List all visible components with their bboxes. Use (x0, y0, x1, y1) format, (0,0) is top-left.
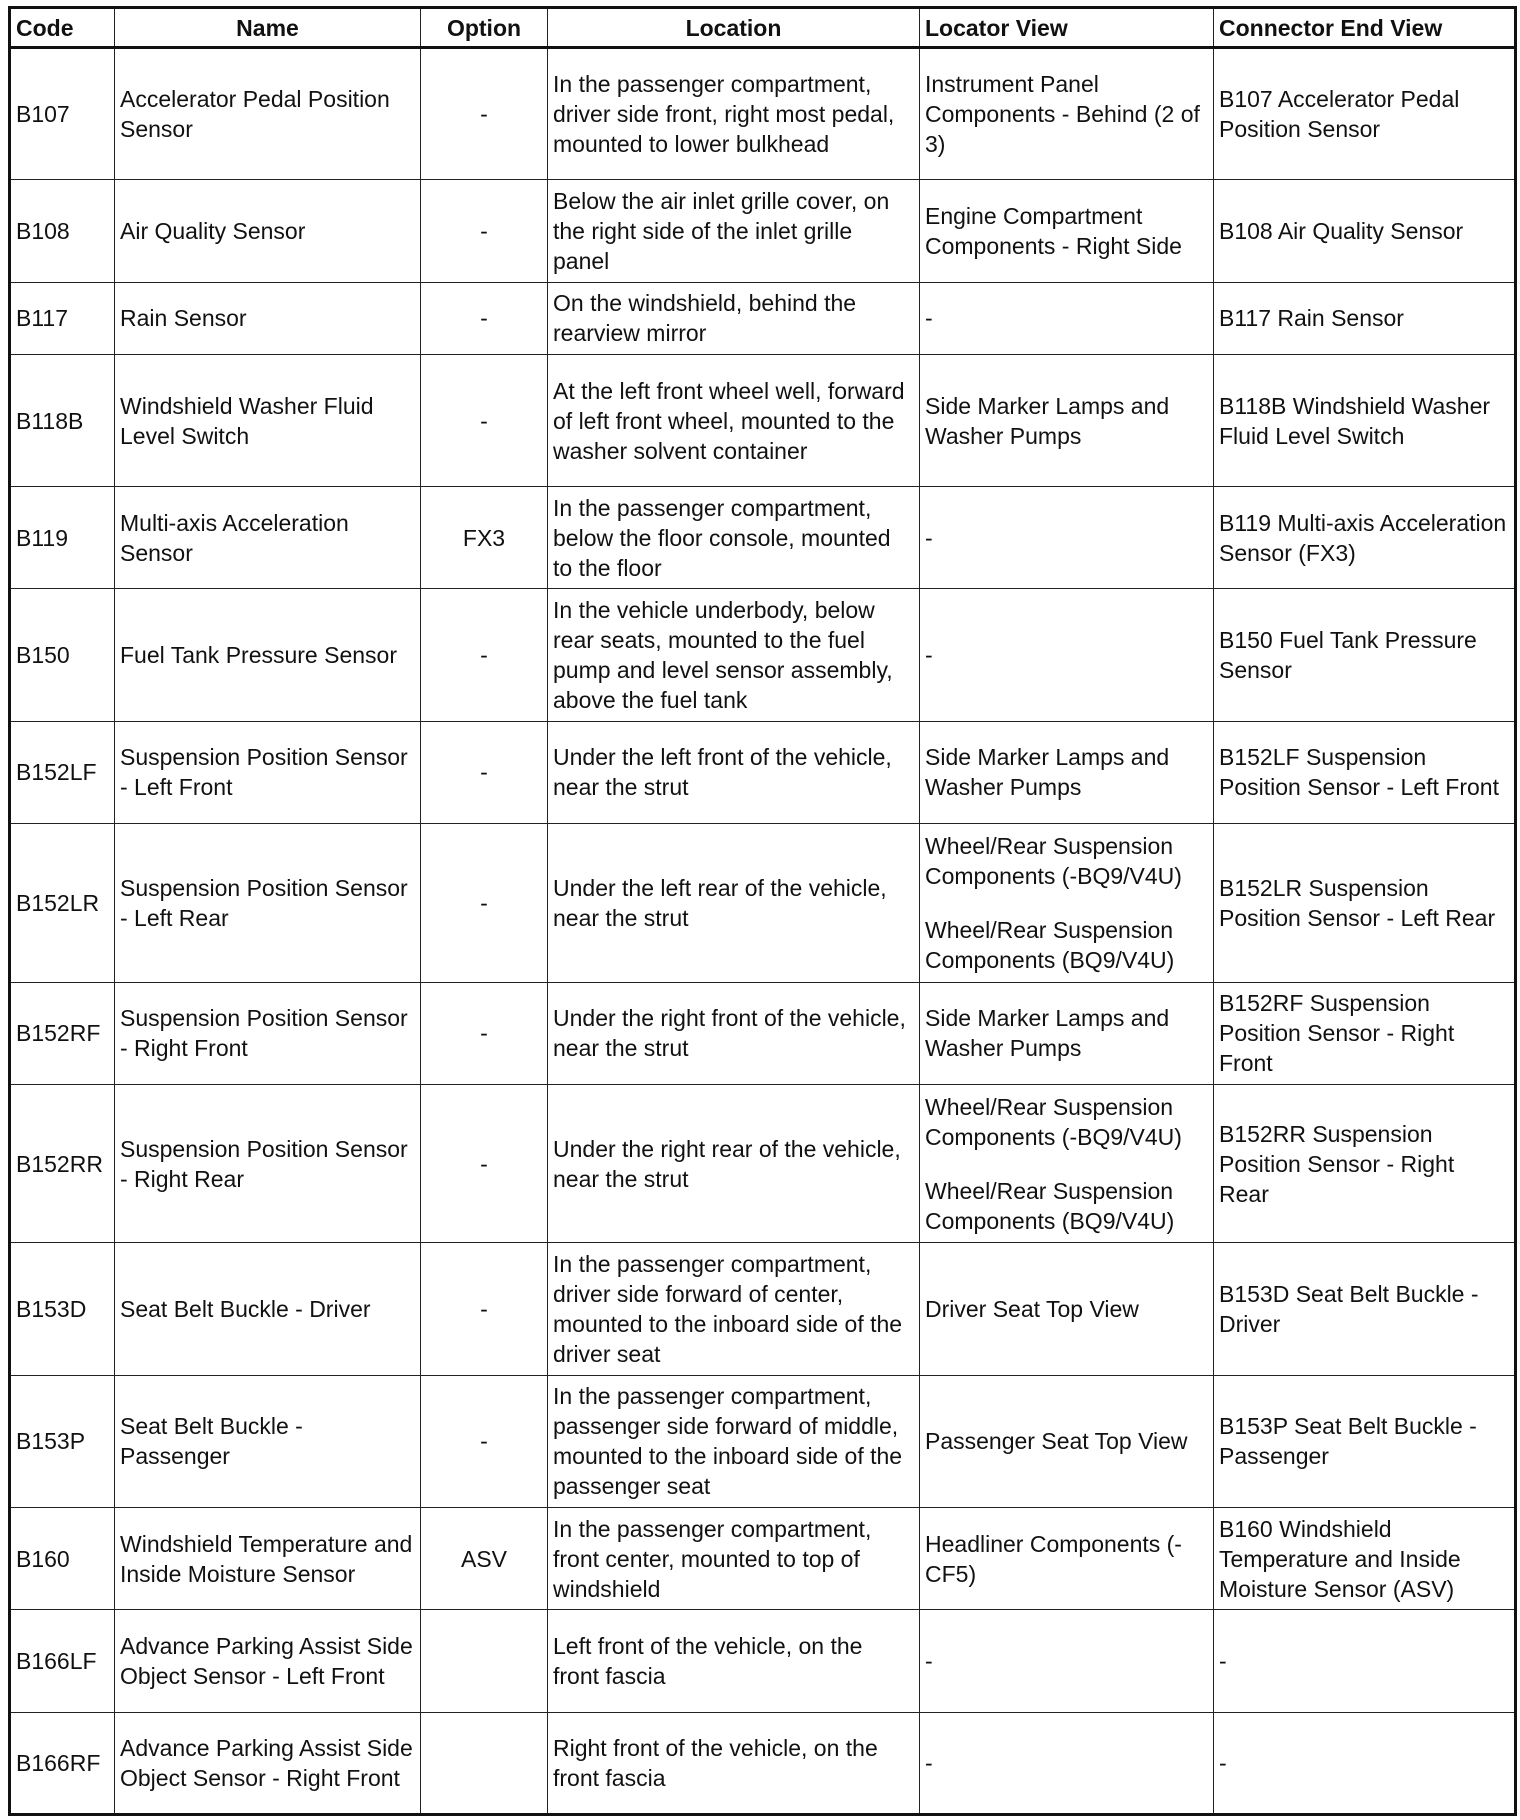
cell-connector-end-view: - (1214, 1712, 1516, 1814)
cell-option: - (421, 48, 548, 180)
cell-locator-view (920, 721, 1214, 823)
cell-location: On the windshield, behind the rearview mirror (548, 282, 920, 354)
cell-location: At the left front wheel well, forward of left front wheel, mounted to the washer solvent container (548, 354, 920, 486)
cell-locator-view (920, 180, 1214, 282)
cell-name: Seat Belt Buckle - Driver (115, 1243, 421, 1375)
component-locator-table (8, 6, 1517, 1816)
cell-option: - (421, 1084, 548, 1242)
cell-name: Windshield Temperature and Inside Moisture Sensor (115, 1508, 421, 1610)
table-row (10, 282, 1516, 354)
cell-locator-view (920, 487, 1214, 589)
cell-connector-end-view: B119 Multi-axis Acceleration Sensor (FX3) (1214, 487, 1516, 589)
cell-code: B150 (10, 589, 115, 721)
cell-name: Air Quality Sensor (115, 180, 421, 282)
cell-option (421, 1712, 548, 1814)
table-row (10, 1375, 1516, 1507)
table-row (10, 48, 1516, 180)
cell-code: B166LF (10, 1610, 115, 1712)
cell-code: B160 (10, 1508, 115, 1610)
table-row (10, 354, 1516, 486)
cell-option: - (421, 589, 548, 721)
cell-name: Advance Parking Assist Side Object Sensor - Right Front (115, 1712, 421, 1814)
cell-connector-end-view: B152RR Suspension Position Sensor - Right Rear (1214, 1084, 1516, 1242)
cell-code: B152RR (10, 1084, 115, 1242)
cell-locator-view (920, 1712, 1214, 1814)
cell-option: - (421, 721, 548, 823)
locator-view-entry: - (925, 1647, 933, 1674)
table-row (10, 1712, 1516, 1814)
table-row (10, 1610, 1516, 1712)
header-locator-view: Locator View (920, 8, 1214, 48)
cell-connector-end-view: B152LF Suspension Position Sensor - Left Front (1214, 721, 1516, 823)
cell-connector-end-view: B153D Seat Belt Buckle - Driver (1214, 1243, 1516, 1375)
cell-code: B152LF (10, 721, 115, 823)
cell-location: In the vehicle underbody, below rear seats, mounted to the fuel pump and level sensor assembly, above the fuel tank (548, 589, 920, 721)
cell-locator-view (920, 1084, 1214, 1242)
cell-location: Below the air inlet grille cover, on the right side of the inlet grille panel (548, 180, 920, 282)
cell-code: B153P (10, 1375, 115, 1507)
header-location: Location (548, 8, 920, 48)
cell-connector-end-view: B160 Windshield Temperature and Inside Moisture Sensor (ASV) (1214, 1508, 1516, 1610)
cell-name: Seat Belt Buckle - Passenger (115, 1375, 421, 1507)
cell-location: In the passenger compartment, below the floor console, mounted to the floor (548, 487, 920, 589)
cell-connector-end-view: - (1214, 1610, 1516, 1712)
locator-view-entry: Driver Seat Top View (925, 1295, 1139, 1322)
cell-name: Rain Sensor (115, 282, 421, 354)
locator-view-entry: Engine Compartment Components - Right Side (925, 203, 1182, 259)
table-row (10, 721, 1516, 823)
header-connector-end-view: Connector End View (1214, 8, 1516, 48)
cell-connector-end-view: B117 Rain Sensor (1214, 282, 1516, 354)
cell-name: Multi-axis Acceleration Sensor (115, 487, 421, 589)
header-option: Option (421, 8, 548, 48)
cell-code: B117 (10, 282, 115, 354)
header-name: Name (115, 8, 421, 48)
cell-locator-view (920, 48, 1214, 180)
cell-code: B118B (10, 354, 115, 486)
header-row (10, 8, 1516, 48)
cell-option (421, 1610, 548, 1712)
cell-option: ASV (421, 1508, 548, 1610)
cell-connector-end-view: B152LR Suspension Position Sensor - Left Rear (1214, 824, 1516, 982)
cell-option: FX3 (421, 487, 548, 589)
table-row (10, 1243, 1516, 1375)
table-row (10, 1508, 1516, 1610)
cell-option: - (421, 824, 548, 982)
table-row (10, 487, 1516, 589)
locator-view-entry: Passenger Seat Top View (925, 1428, 1188, 1455)
cell-location: Under the left front of the vehicle, near the strut (548, 721, 920, 823)
cell-locator-view (920, 282, 1214, 354)
cell-name: Windshield Washer Fluid Level Switch (115, 354, 421, 486)
cell-location: In the passenger compartment, passenger side forward of middle, mounted to the inboard side of the passenger seat (548, 1375, 920, 1507)
cell-name: Suspension Position Sensor - Left Rear (115, 824, 421, 982)
cell-location: Left front of the vehicle, on the front fascia (548, 1610, 920, 1712)
cell-option: - (421, 1375, 548, 1507)
cell-location: In the passenger compartment, front center, mounted to top of windshield (548, 1508, 920, 1610)
cell-code: B108 (10, 180, 115, 282)
cell-name: Advance Parking Assist Side Object Sensor - Left Front (115, 1610, 421, 1712)
cell-code: B152RF (10, 982, 115, 1084)
cell-connector-end-view: B152RF Suspension Position Sensor - Right Front (1214, 982, 1516, 1084)
table-row (10, 824, 1516, 982)
cell-locator-view (920, 354, 1214, 486)
table-row (10, 982, 1516, 1084)
locator-view-entry: Instrument Panel Components - Behind (2 of 3) (925, 71, 1200, 158)
locator-view-entry: Side Marker Lamps and Washer Pumps (925, 392, 1170, 449)
locator-view-entry: Side Marker Lamps and Washer Pumps (925, 744, 1170, 801)
cell-locator-view (920, 1508, 1214, 1610)
locator-view-entry: Wheel/Rear Suspension Components (BQ9/V4U) (925, 916, 1175, 973)
cell-connector-end-view: B108 Air Quality Sensor (1214, 180, 1516, 282)
cell-location: Under the left rear of the vehicle, near the strut (548, 824, 920, 982)
table-row (10, 1084, 1516, 1242)
cell-location: In the passenger compartment, driver side front, right most pedal, mounted to lower bulkhead (548, 48, 920, 180)
cell-code: B166RF (10, 1712, 115, 1814)
cell-name: Suspension Position Sensor - Left Front (115, 721, 421, 823)
locator-view-entry: Wheel/Rear Suspension Components (-BQ9/V4U) (925, 1093, 1182, 1150)
cell-locator-view (920, 1375, 1214, 1507)
cell-locator-view (920, 982, 1214, 1084)
cell-code: B153D (10, 1243, 115, 1375)
locator-view-entry: Wheel/Rear Suspension Components (BQ9/V4U) (925, 1177, 1175, 1234)
table-row (10, 589, 1516, 721)
cell-locator-view (920, 824, 1214, 982)
cell-option: - (421, 282, 548, 354)
cell-connector-end-view: B118B Windshield Washer Fluid Level Switch (1214, 354, 1516, 486)
cell-connector-end-view: B107 Accelerator Pedal Position Sensor (1214, 48, 1516, 180)
cell-name: Accelerator Pedal Position Sensor (115, 48, 421, 180)
locator-view-entry: Headliner Components (-CF5) (925, 1530, 1182, 1587)
cell-option: - (421, 982, 548, 1084)
cell-connector-end-view: B153P Seat Belt Buckle - Passenger (1214, 1375, 1516, 1507)
cell-option: - (421, 354, 548, 486)
table-row (10, 180, 1516, 282)
cell-code: B152LR (10, 824, 115, 982)
locator-view-entry: Wheel/Rear Suspension Components (-BQ9/V4U) (925, 832, 1182, 889)
locator-view-entry: Side Marker Lamps and Washer Pumps (925, 1005, 1170, 1062)
locator-view-entry: - (925, 1749, 933, 1776)
locator-view-entry: - (925, 305, 933, 332)
locator-view-entry: - (925, 524, 933, 551)
cell-locator-view (920, 1610, 1214, 1712)
cell-option: - (421, 180, 548, 282)
cell-name: Suspension Position Sensor - Right Front (115, 982, 421, 1084)
cell-locator-view (920, 1243, 1214, 1375)
cell-connector-end-view: B150 Fuel Tank Pressure Sensor (1214, 589, 1516, 721)
cell-code: B107 (10, 48, 115, 180)
cell-name: Suspension Position Sensor - Right Rear (115, 1084, 421, 1242)
cell-location: Under the right front of the vehicle, near the strut (548, 982, 920, 1084)
cell-code: B119 (10, 487, 115, 589)
cell-locator-view (920, 589, 1214, 721)
cell-location: In the passenger compartment, driver side forward of center, mounted to the inboard side of the driver seat (548, 1243, 920, 1375)
cell-location: Right front of the vehicle, on the front fascia (548, 1712, 920, 1814)
locator-view-entry: - (925, 642, 933, 669)
cell-name: Fuel Tank Pressure Sensor (115, 589, 421, 721)
cell-location: Under the right rear of the vehicle, near the strut (548, 1084, 920, 1242)
header-code: Code (10, 8, 115, 48)
cell-option: - (421, 1243, 548, 1375)
